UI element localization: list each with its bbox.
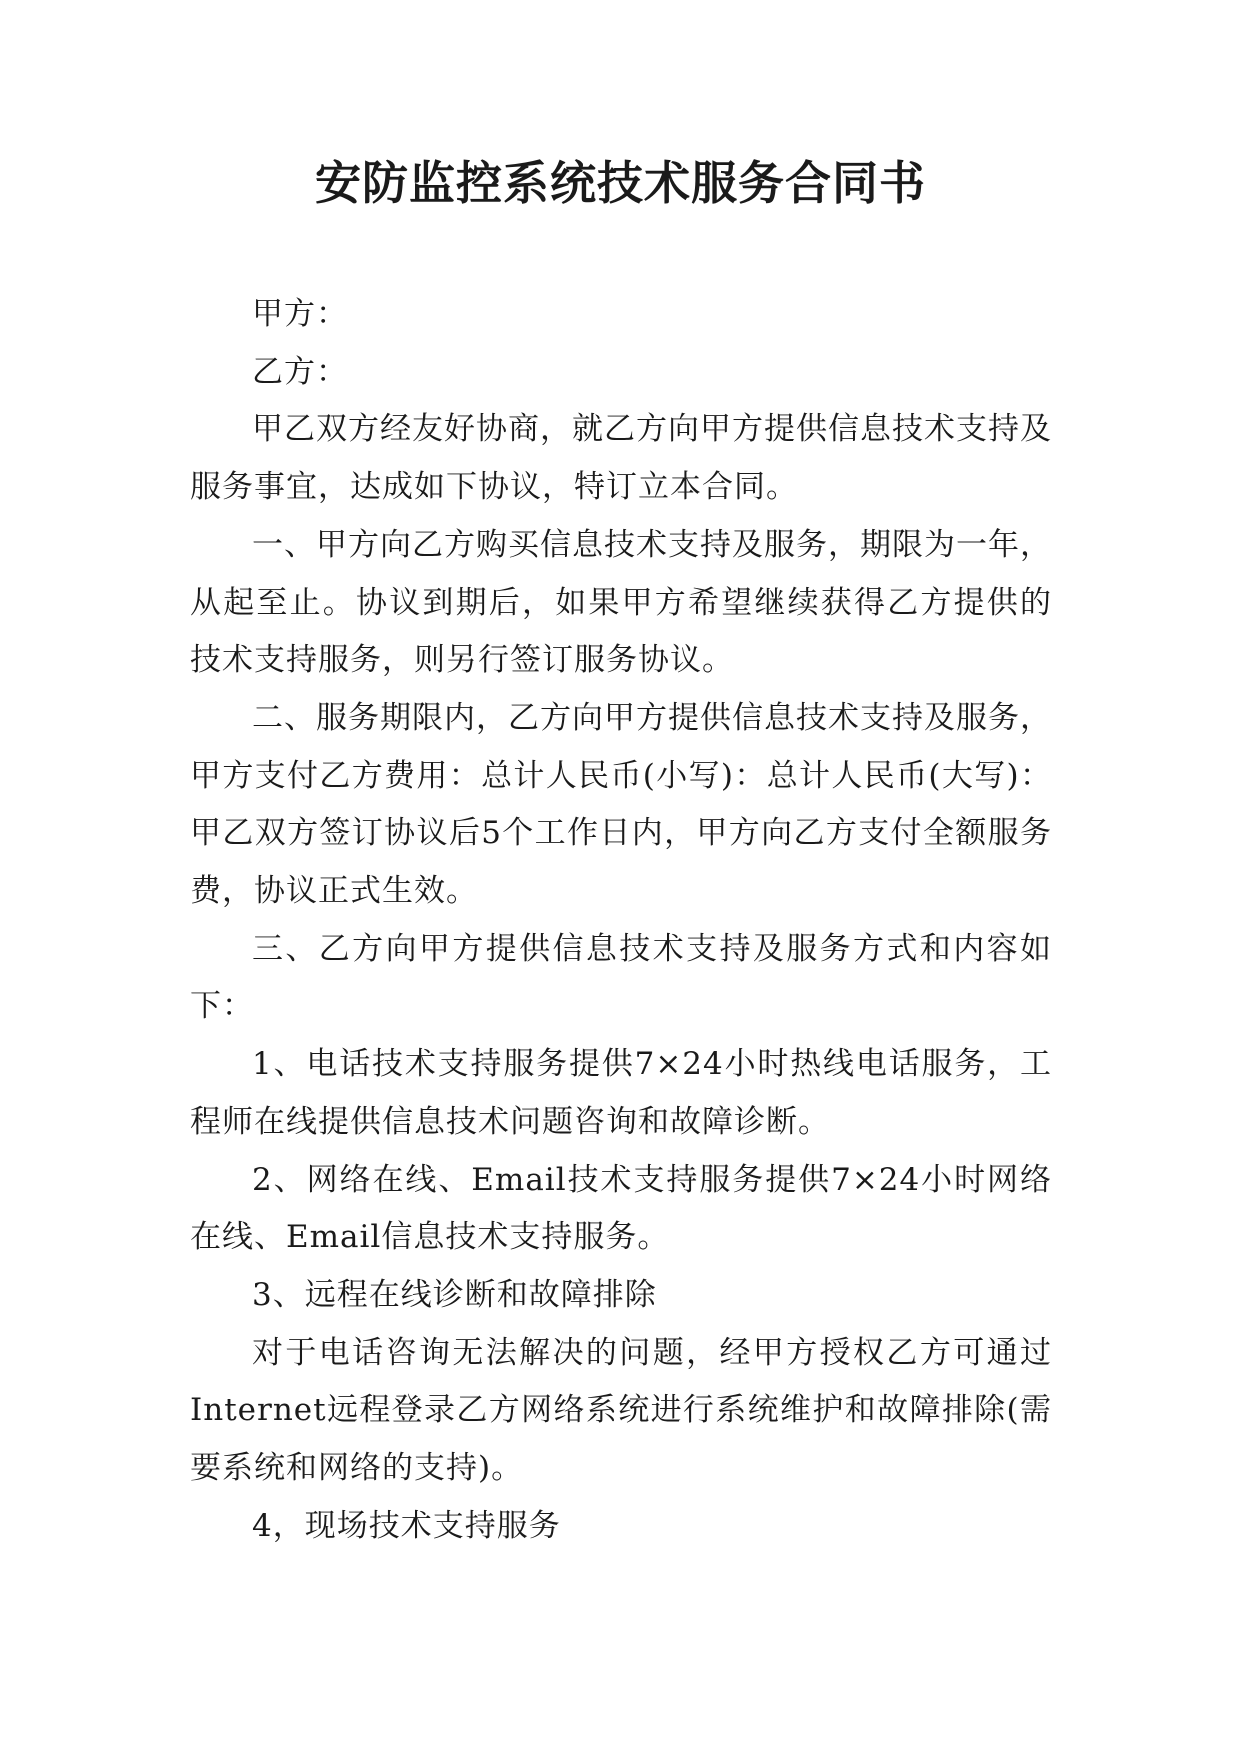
clause-1-paragraph: 一、甲方向乙方购买信息技术支持及服务，期限为一年，从起至止。协议到期后，如果甲方希望继续获得乙方提供的技术支持服务，则另行签订服务协议。 — [190, 526, 1052, 679]
item-2-paragraph: 2、网络在线、Email技术支持服务提供7×24小时网络在线、Email信息技术支持服务。 — [190, 1161, 1052, 1256]
clause-2-paragraph: 二、服务期限内，乙方向甲方提供信息技术支持及服务，甲方支付乙方费用：总计人民币(小写)：总计人民币(大写)：甲乙双方签订协议后5个工作日内，甲方向乙方支付全额服务费，协议正式生效。 — [190, 699, 1052, 910]
item-1-paragraph: 1、电话技术支持服务提供7×24小时热线电话服务，工程师在线提供信息技术问题咨询和故障诊断。 — [190, 1046, 1052, 1140]
item-3-heading: 3、远程在线诊断和故障排除 — [252, 1276, 657, 1313]
document-title: 安防监控系统技术服务合同书 — [315, 156, 926, 210]
document-body — [190, 286, 1052, 1555]
item-3-paragraph: 对于电话咨询无法解决的问题，经甲方授权乙方可通过Internet远程登录乙方网络系统进行系统维护和故障排除(需要系统和网络的支持)。 — [190, 1334, 1052, 1487]
party-b-line: 乙方： — [252, 353, 348, 390]
clause-3-paragraph: 三、乙方向甲方提供信息技术支持及服务方式和内容如下： — [190, 930, 1052, 1025]
preamble-paragraph: 甲乙双方经友好协商，就乙方向甲方提供信息技术支持及服务事宜，达成如下协议，特订立本合同。 — [190, 411, 1052, 506]
party-a-line: 甲方： — [252, 296, 348, 332]
item-4-heading: 4，现场技术支持服务 — [252, 1507, 561, 1544]
